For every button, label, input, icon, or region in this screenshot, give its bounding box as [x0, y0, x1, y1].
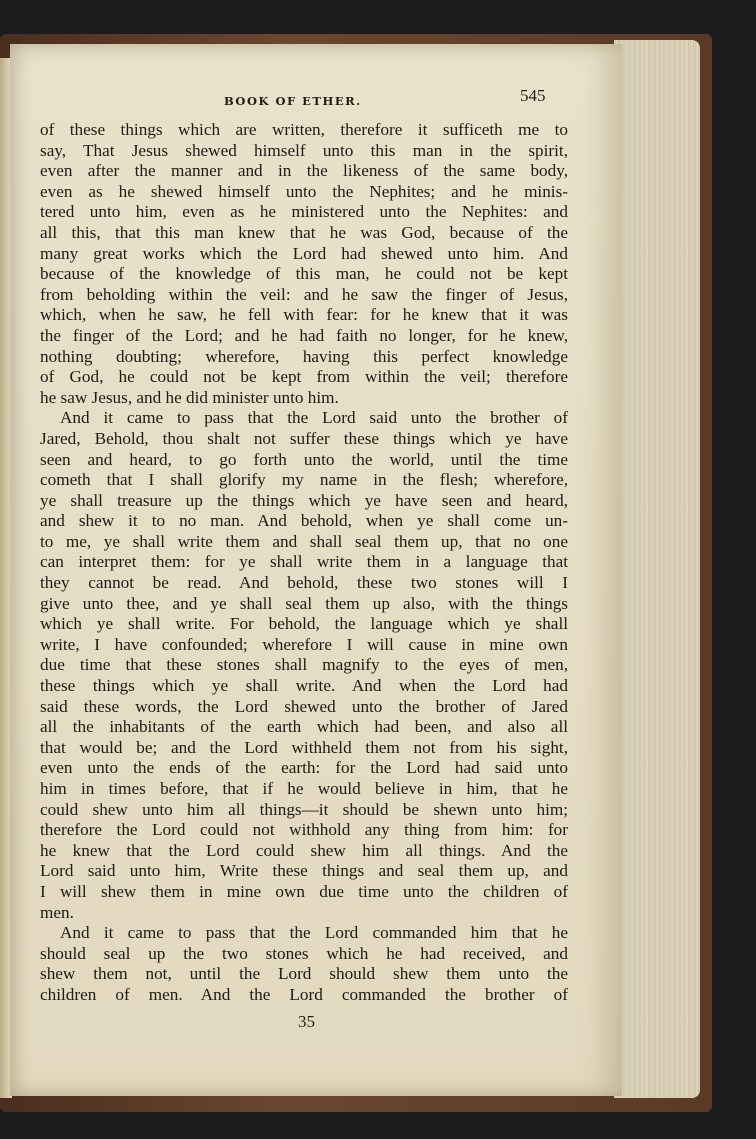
text-line: even unto the ends of the earth: for the Lord had said unto — [40, 758, 568, 778]
text-line: say, That Jesus shewed himself unto this man in the spirit, — [40, 140, 568, 160]
text-line: from beholding within the veil: and he saw the finger of Jesus, — [40, 284, 568, 304]
text-line: of God, he could not be kept from within the veil; therefore — [40, 367, 568, 387]
text-line: And it came to pass that the Lord said unto the brother of — [60, 408, 568, 428]
text-line: all this, that this man knew that he was God, because of the — [40, 222, 568, 242]
text-line: and shew it to no man. And behold, when ye shall come un- — [40, 511, 568, 531]
text-line: Jared, Behold, thou shalt not suffer these things which ye have — [40, 428, 568, 448]
text-line: therefore the Lord could not withhold any thing from him: for — [40, 820, 568, 840]
text-line: him in times before, that if he would believe in him, that he — [40, 779, 568, 798]
text-line: that would be; and the Lord withheld them not from his sight, — [40, 737, 568, 757]
text-line: even as he shewed himself unto the Nephites; and he minis- — [40, 181, 568, 201]
text-line: many great works which the Lord had shewed unto him. And — [40, 243, 568, 263]
text-line: of these things which are written, therefore it sufficeth me to — [40, 120, 568, 139]
text-line: can interpret them: for ye shall write them in a language that — [40, 552, 568, 572]
text-line: which ye shall write. For behold, the language which ye shall — [40, 614, 568, 634]
text-line: cometh that I shall glorify my name in the flesh; wherefore, — [40, 470, 568, 490]
text-line: seen and heard, to go forth unto the world, until the time — [40, 449, 568, 469]
text-line: shew them not, until the Lord should shew them unto the — [40, 964, 568, 984]
running-head: BOOK OF ETHER. — [224, 94, 362, 108]
text-line: said these words, the Lord shewed unto the brother of Jared — [40, 696, 568, 716]
text-line: because of the knowledge of this man, he could not be kept — [40, 264, 568, 284]
text-line: due time that these stones shall magnify to the eyes of men, — [40, 655, 568, 675]
text-line: these things which ye shall write. And when the Lord had — [40, 676, 568, 696]
text-line: ye shall treasure up the things which ye have seen and heard, — [40, 490, 568, 510]
text-line: even after the manner and in the likeness of the same body, — [40, 161, 568, 181]
text-line: he saw Jesus, and he did minister unto him. — [40, 387, 339, 407]
text-line: tered unto him, even as he ministered unto the Nephites: and — [40, 202, 568, 222]
text-line: could shew unto him all things—it should be shewn unto him; — [40, 799, 568, 819]
text-line: should seal up the two stones which he had received, and — [40, 943, 568, 963]
text-line: to me, ye shall write them and shall seal them up, that no one — [40, 531, 568, 551]
text-line: which, when he saw, he fell with fear: for he knew that it was — [40, 305, 568, 325]
signature-mark: 35 — [298, 1012, 315, 1031]
page-stack-edges — [614, 40, 700, 1098]
text-line: children of men. And the Lord commanded the brother of — [40, 984, 568, 1004]
text-line: the finger of the Lord; and he had faith no longer, for he knew, — [40, 325, 568, 345]
book-page — [10, 44, 622, 1096]
page-number: 545 — [520, 86, 546, 105]
text-line: all the inhabitants of the earth which had been, and also all — [40, 717, 568, 737]
body-text — [40, 120, 568, 1006]
text-line: give unto thee, and ye shall seal them up also, with the things — [40, 593, 568, 613]
text-line: Lord said unto him, Write these things and seal them up, and — [40, 861, 568, 881]
text-line: write, I have confounded; wherefore I will cause in mine own — [40, 634, 568, 654]
text-line: I will shew them in mine own due time unto the children of — [40, 881, 568, 901]
text-line: they cannot be read. And behold, these two stones will I — [40, 573, 568, 593]
text-line: nothing doubting; wherefore, having this perfect knowledge — [40, 346, 568, 366]
text-line: men. — [40, 902, 74, 922]
text-line: And it came to pass that the Lord commanded him that he — [60, 923, 568, 943]
text-line: he knew that the Lord could shew him all things. And the — [40, 840, 568, 860]
